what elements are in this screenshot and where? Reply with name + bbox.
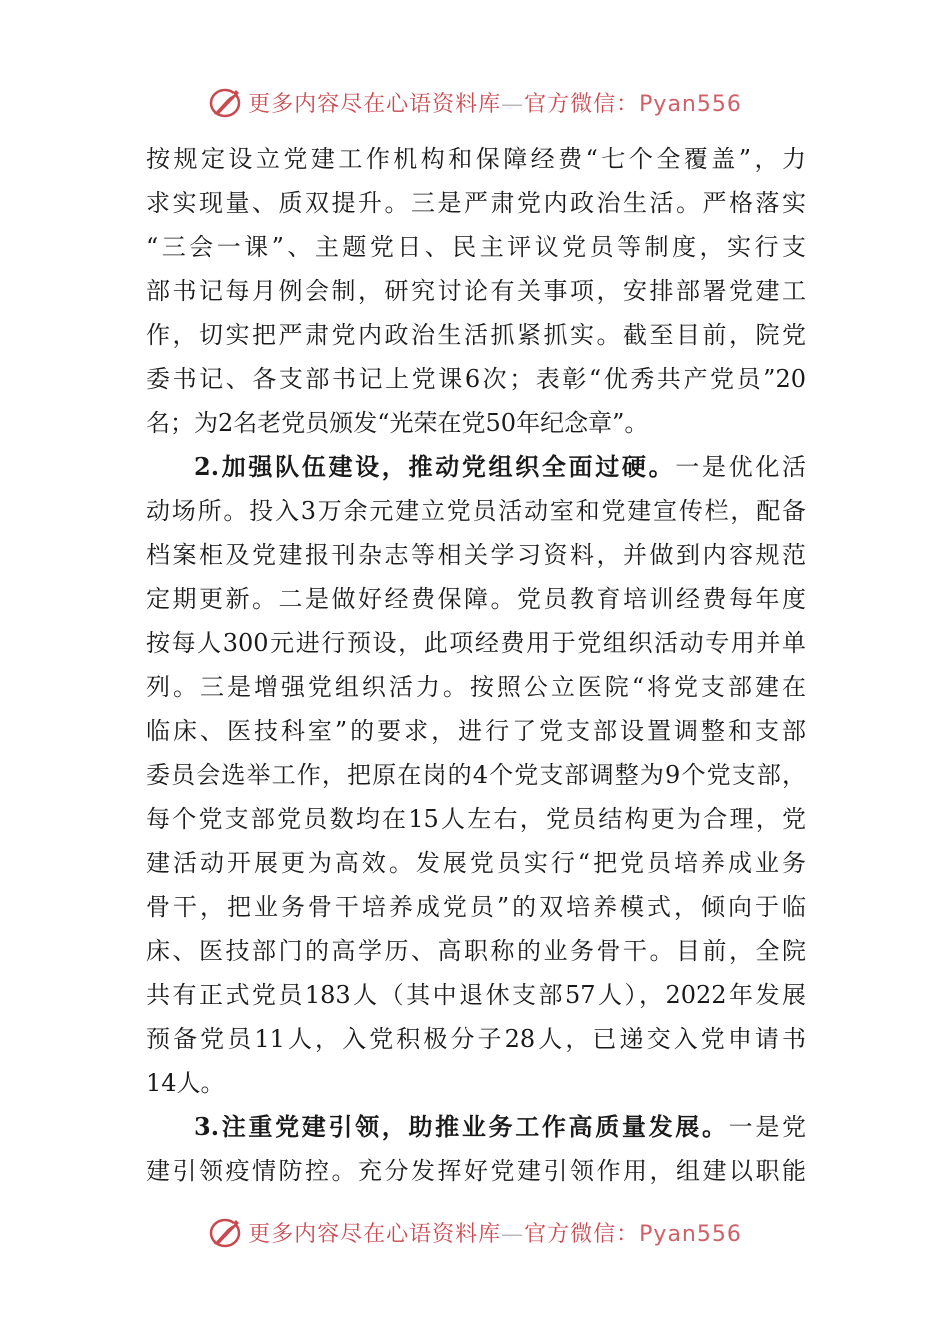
paragraph1-line: 求实现量、质双提升。三是严肃党内政治生活。严格落实	[146, 189, 806, 217]
paragraph2-line: 床、医技部门的高学历、高职称的业务骨干。目前，全院	[146, 937, 806, 965]
paragraph1-line: 作，切实把严肃党内政治生活抓紧抓实。截至目前，院党	[146, 321, 806, 349]
watermark-account-label: 官方微信：	[524, 91, 640, 117]
watermark-account-id: Pyan556	[639, 91, 742, 117]
paragraph2-line: 14人。	[146, 1069, 225, 1097]
paragraph2-line: 建活动开展更为高效。发展党员实行“把党员培养成业务	[146, 849, 806, 877]
paragraph2-line: 动场所。投入3万余元建立党员活动室和党建宣传栏，配备	[146, 497, 806, 525]
watermark-separator: —	[501, 91, 525, 117]
quill-logo-icon	[208, 1214, 244, 1250]
paragraph2-line: 档案柜及党建报刊杂志等相关学习资料，并做到内容规范	[146, 541, 806, 569]
paragraph2-line: 共有正式党员183人（其中退休支部57人），2022年发展	[146, 981, 806, 1009]
document-body	[146, 137, 806, 1193]
watermark-footer	[0, 1212, 950, 1252]
paragraph2-line: 骨干，把业务骨干培养成党员”的双培养模式，倾向于临	[146, 893, 806, 921]
paragraph2-line: 列。三是增强党组织活力。按照公立医院“将党支部建在	[146, 673, 806, 701]
paragraph1-line: 部书记每月例会制，研究讨论有关事项，安排部署党建工	[146, 277, 806, 305]
paragraph2-first-line	[146, 445, 806, 489]
watermark-text	[248, 1217, 742, 1248]
paragraph3-first-line-rest: 一是党	[728, 1113, 806, 1141]
paragraph3-line: 建引领疫情防控。充分发挥好党建引领作用，组建以职能	[146, 1157, 806, 1185]
watermark-account-id: Pyan556	[639, 1221, 742, 1247]
watermark-separator: —	[501, 1221, 525, 1247]
quill-logo-icon	[208, 84, 244, 120]
paragraph2-line: 定期更新。二是做好经费保障。党员教育培训经费每年度	[146, 585, 806, 613]
paragraph1-line: 按规定设立党建工作机构和保障经费“七个全覆盖”，力	[146, 145, 806, 173]
watermark-header	[0, 82, 950, 122]
paragraph1-line: 名；为2名老党员颁发“光荣在党50年纪念章”。	[146, 409, 649, 437]
watermark-brand: 更多内容尽在心语资料库	[248, 1221, 502, 1247]
watermark-brand: 更多内容尽在心语资料库	[248, 91, 502, 117]
paragraph2-line: 预备党员11人，入党积极分子28人，已递交入党申请书	[146, 1025, 806, 1053]
paragraph2-line: 按每人300元进行预设，此项经费用于党组织活动专用并单	[146, 629, 806, 657]
paragraph2-line: 委员会选举工作，把原在岗的4个党支部调整为9个党支部，	[146, 761, 806, 789]
paragraph1-line: 委书记、各支部书记上党课6次；表彰“优秀共产党员”20	[146, 365, 806, 393]
watermark-text	[248, 87, 742, 118]
paragraph2-line: 每个党支部党员数均在15人左右，党员结构更为合理，党	[146, 805, 806, 833]
paragraph2-line: 临床、医技科室”的要求，进行了党支部设置调整和支部	[146, 717, 806, 745]
paragraph3-heading: 3.注重党建引领，助推业务工作高质量发展。	[194, 1112, 729, 1141]
paragraph3-first-line	[146, 1105, 806, 1149]
paragraph2-heading: 2.加强队伍建设，推动党组织全面过硬。	[194, 452, 676, 481]
watermark-account-label: 官方微信：	[524, 1221, 640, 1247]
paragraph2-first-line-rest: 一是优化活	[675, 453, 806, 481]
paragraph1-line: “三会一课”、主题党日、民主评议党员等制度，实行支	[146, 233, 806, 261]
